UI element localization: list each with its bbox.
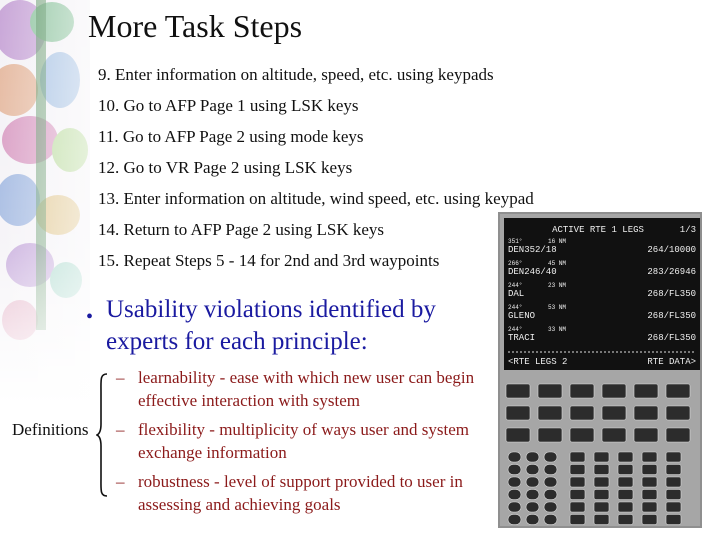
cdu-function-key bbox=[634, 384, 658, 398]
decorative-corner-art bbox=[0, 0, 90, 540]
cdu-lsk-rte-data: RTE DATA> bbox=[647, 357, 696, 367]
cdu-alpha-key bbox=[570, 515, 585, 525]
cdu-speed-altitude: 268/FL350 bbox=[647, 311, 696, 321]
cdu-alpha-key bbox=[666, 515, 681, 525]
cdu-course: 244° bbox=[508, 326, 523, 333]
cdu-waypoint: TRACI bbox=[508, 333, 536, 343]
cdu-speed-altitude: 268/FL350 bbox=[647, 333, 696, 343]
definition-robustness bbox=[116, 470, 516, 516]
cdu-number-key bbox=[544, 465, 557, 475]
cdu-number-key bbox=[544, 502, 557, 512]
cdu-speed-altitude: 268/FL350 bbox=[647, 289, 696, 299]
cdu-waypoint: GLENO bbox=[508, 311, 536, 321]
cdu-header: ACTIVE RTE 1 LEGS bbox=[552, 225, 644, 235]
cdu-number-key bbox=[544, 490, 557, 500]
cdu-distance: 16 NM bbox=[548, 238, 567, 245]
task-step: 15. Repeat Steps 5 - 14 for 2nd and 3rd waypoints bbox=[98, 251, 440, 270]
definitions-label: Definitions bbox=[12, 420, 89, 439]
cdu-alpha-key bbox=[618, 452, 633, 462]
cdu-number-key bbox=[544, 477, 557, 487]
cdu-function-key bbox=[602, 384, 626, 398]
cdu-course: 266° bbox=[508, 260, 523, 267]
cdu-alpha-key bbox=[570, 502, 585, 512]
cdu-function-key bbox=[570, 428, 594, 442]
cdu-alpha-key bbox=[618, 477, 633, 487]
cdu-alpha-key bbox=[594, 477, 609, 487]
cdu-number-key bbox=[526, 452, 539, 462]
cdu-lsk-rte-legs: <RTE LEGS 2 bbox=[508, 357, 568, 367]
cdu-device-image bbox=[498, 212, 702, 528]
cdu-alpha-key bbox=[618, 490, 633, 500]
definition-learnability bbox=[116, 366, 516, 412]
cdu-alpha-key bbox=[642, 515, 657, 525]
cdu-number-key bbox=[526, 502, 539, 512]
cdu-function-key bbox=[538, 428, 562, 442]
cdu-function-key bbox=[634, 428, 658, 442]
cdu-function-key bbox=[666, 384, 690, 398]
definition-flexibility bbox=[116, 418, 516, 464]
cdu-course: 244° bbox=[508, 282, 523, 289]
definition-text: robustness - level of support provided to user in assessing and achieving goals bbox=[138, 472, 463, 514]
task-step: 14. Return to AFP Page 2 using LSK keys bbox=[98, 220, 385, 239]
bullet-dot: • bbox=[86, 306, 94, 328]
slide-title: More Task Steps bbox=[88, 8, 303, 44]
dash-marker: – bbox=[116, 420, 125, 439]
cdu-alpha-key bbox=[594, 502, 609, 512]
definitions-brace bbox=[96, 372, 108, 498]
cdu-page-number: 1/3 bbox=[679, 225, 696, 235]
principle-definitions bbox=[116, 366, 516, 522]
cdu-function-key bbox=[570, 406, 594, 420]
cdu-course: 351° bbox=[508, 238, 523, 245]
cdu-alpha-key bbox=[594, 515, 609, 525]
task-step: 11. Go to AFP Page 2 using mode keys bbox=[98, 127, 364, 146]
cdu-distance: 33 NM bbox=[548, 326, 567, 333]
cdu-function-key bbox=[602, 428, 626, 442]
cdu-function-key bbox=[666, 428, 690, 442]
cdu-number-key bbox=[526, 465, 539, 475]
cdu-distance: 53 NM bbox=[548, 304, 567, 311]
cdu-function-key bbox=[634, 406, 658, 420]
cdu-waypoint: DEN352/18 bbox=[508, 245, 557, 255]
cdu-alpha-key bbox=[570, 490, 585, 500]
cdu-alpha-key bbox=[594, 490, 609, 500]
dash-marker: – bbox=[116, 472, 125, 491]
cdu-alpha-key bbox=[570, 452, 585, 462]
cdu-alpha-key bbox=[570, 465, 585, 475]
cdu-number-key bbox=[526, 490, 539, 500]
cdu-alpha-key bbox=[642, 465, 657, 475]
cdu-alpha-key bbox=[570, 477, 585, 487]
cdu-alpha-key bbox=[666, 477, 681, 487]
cdu-number-key bbox=[544, 452, 557, 462]
cdu-alpha-key bbox=[666, 502, 681, 512]
definition-text: learnability - ease with which new user can begin effective interaction with system bbox=[138, 368, 475, 410]
cdu-speed-altitude: 283/26946 bbox=[647, 267, 696, 277]
cdu-function-key bbox=[666, 406, 690, 420]
cdu-function-key bbox=[570, 384, 594, 398]
cdu-function-key bbox=[538, 384, 562, 398]
dash-marker: – bbox=[116, 368, 125, 387]
definition-text: flexibility - multiplicity of ways user and system exchange information bbox=[138, 420, 469, 462]
cdu-function-key bbox=[602, 406, 626, 420]
cdu-alpha-key bbox=[642, 490, 657, 500]
cdu-alpha-key bbox=[618, 515, 633, 525]
bullet-usability-violations: Usability violations identified by experts for each principle: bbox=[106, 296, 436, 355]
cdu-speed-altitude: 264/10000 bbox=[647, 245, 696, 255]
cdu-distance: 45 NM bbox=[548, 260, 567, 267]
cdu-function-key bbox=[538, 406, 562, 420]
cdu-alpha-key bbox=[618, 502, 633, 512]
cdu-alpha-key bbox=[594, 465, 609, 475]
cdu-number-key bbox=[544, 515, 557, 525]
cdu-alpha-key bbox=[666, 490, 681, 500]
cdu-alpha-key bbox=[594, 452, 609, 462]
cdu-distance: 23 NM bbox=[548, 282, 567, 289]
cdu-number-key bbox=[526, 515, 539, 525]
cdu-course: 244° bbox=[508, 304, 523, 311]
cdu-alpha-key bbox=[642, 452, 657, 462]
cdu-alpha-key bbox=[666, 465, 681, 475]
cdu-alpha-key bbox=[642, 502, 657, 512]
task-step: 9. Enter information on altitude, speed, etc. using keypads bbox=[98, 65, 494, 84]
task-step: 10. Go to AFP Page 1 using LSK keys bbox=[98, 96, 359, 115]
cdu-waypoint: DEN246/40 bbox=[508, 267, 557, 277]
cdu-alpha-key bbox=[618, 465, 633, 475]
cdu-alpha-key bbox=[642, 477, 657, 487]
task-step: 13. Enter information on altitude, wind speed, etc. using keypad bbox=[98, 189, 534, 208]
cdu-alpha-key bbox=[666, 452, 681, 462]
cdu-number-key bbox=[526, 477, 539, 487]
task-step: 12. Go to VR Page 2 using LSK keys bbox=[98, 158, 353, 177]
cdu-waypoint: DAL bbox=[508, 289, 525, 299]
